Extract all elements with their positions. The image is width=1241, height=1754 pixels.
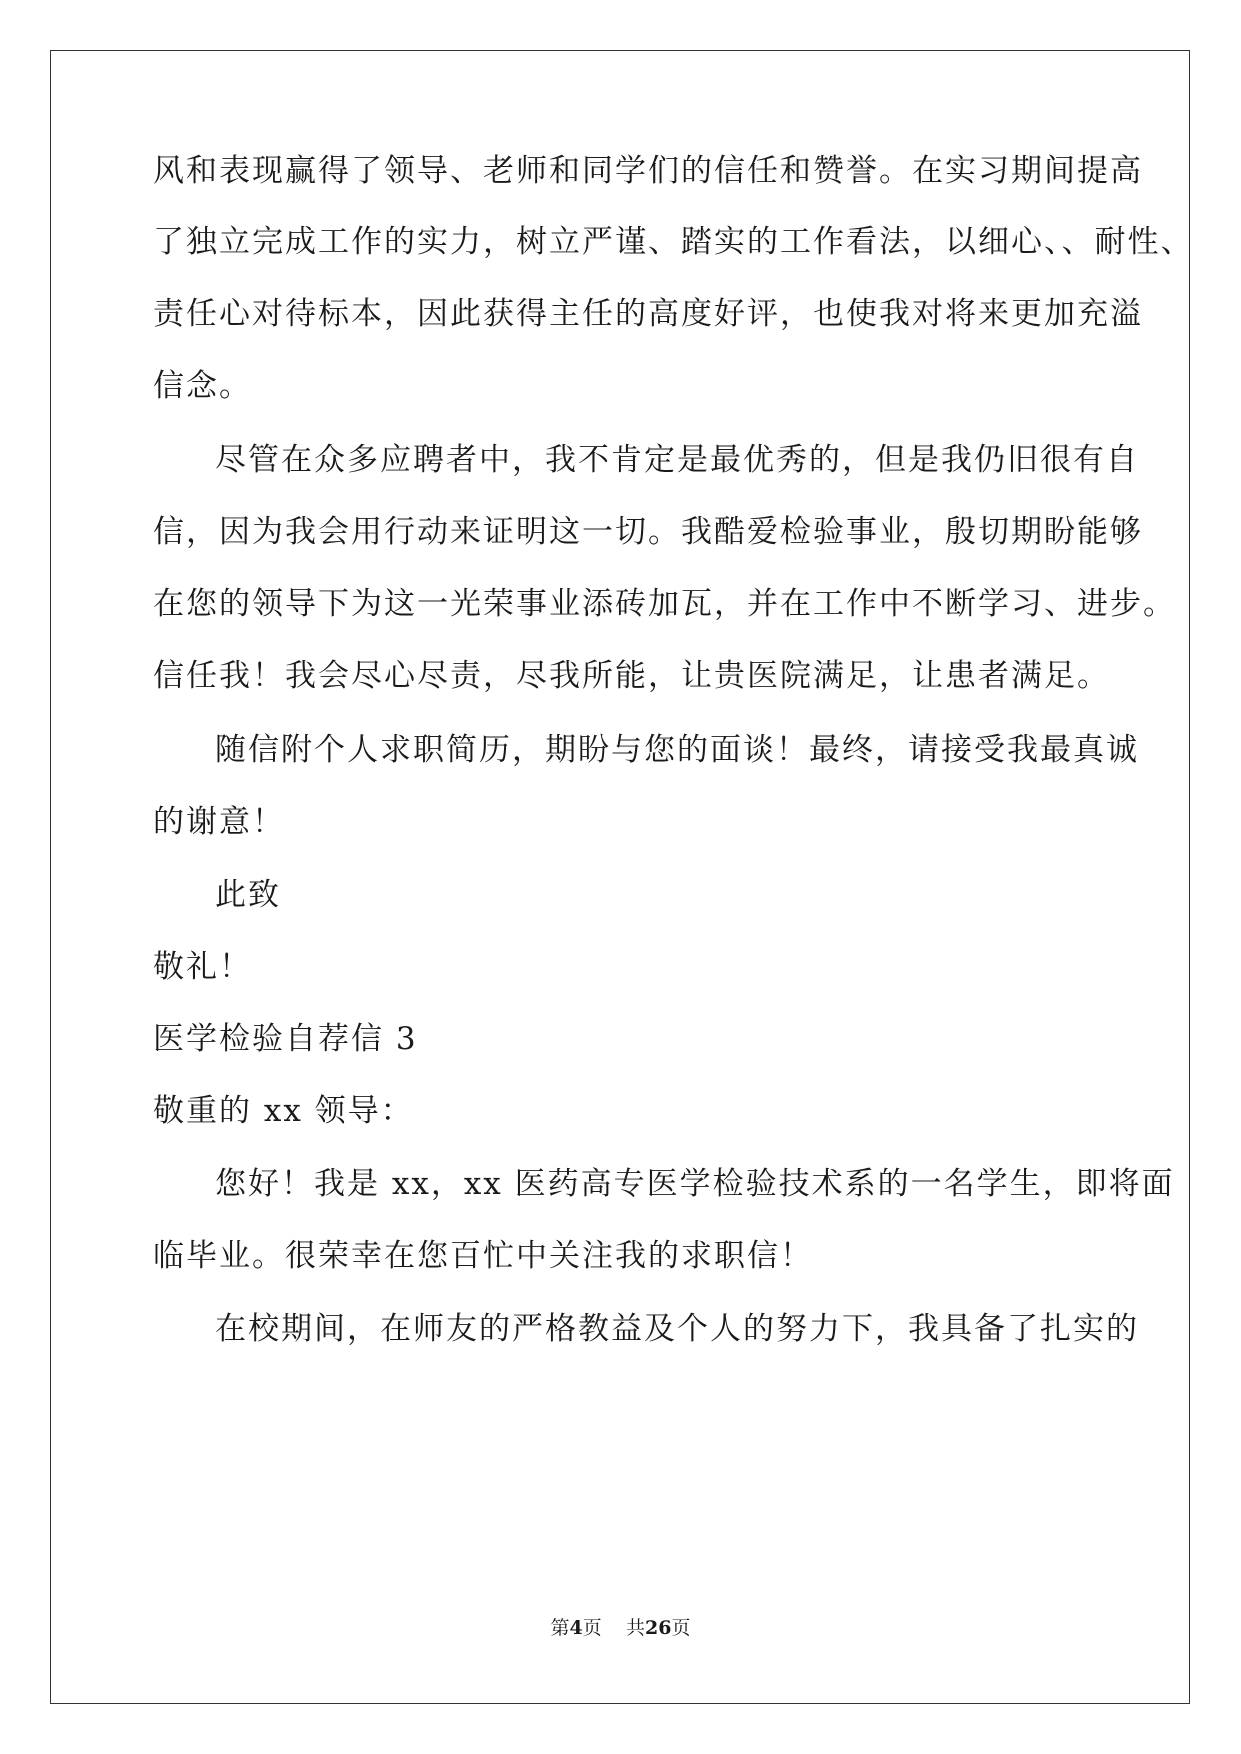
body-line: 在您的领导下为这一光荣事业添砖加瓦，并在工作中不断学习、进步。	[153, 586, 1176, 622]
section-title: 医学检验自荐信 3	[153, 1021, 418, 1057]
page-number: 4	[569, 1617, 583, 1639]
total-prefix: 共	[625, 1617, 645, 1639]
body-line: 信，因为我会用行动来证明这一切。我酷爱检验事业，殷切期盼能够	[153, 514, 1143, 550]
page-suffix: 页	[582, 1617, 602, 1639]
body-line: 信念。	[153, 368, 252, 404]
body-line: 您好！我是 xx，xx 医药高专医学检验技术系的一名学生，即将面	[215, 1166, 1175, 1202]
body-line: 责任心对待标本，因此获得主任的高度好评，也使我对将来更加充溢	[153, 296, 1143, 332]
body-line: 信任我！我会尽心尽责，尽我所能，让贵医院满足，让患者满足。	[153, 658, 1110, 694]
body-line: 的谢意！	[153, 804, 285, 840]
page-footer	[0, 1616, 1241, 1640]
body-line: 在校期间，在师友的严格教益及个人的努力下，我具备了扎实的	[215, 1311, 1139, 1347]
closing-regards: 敬礼！	[153, 949, 252, 985]
body-line: 尽管在众多应聘者中，我不肯定是最优秀的，但是我仍旧很有自	[215, 442, 1139, 478]
body-line: 临毕业。很荣幸在您百忙中关注我的求职信！	[153, 1238, 813, 1274]
body-line: 风和表现赢得了领导、老师和同学们的信任和赞誉。在实习期间提高	[153, 153, 1143, 189]
page-prefix: 第	[550, 1617, 570, 1639]
salutation: 敬重的 xx 领导：	[153, 1093, 414, 1129]
body-line: 了独立完成工作的实力，树立严谨、踏实的工作看法，以细心、、耐性、	[153, 224, 1194, 260]
total-pages: 26	[644, 1617, 672, 1639]
body-line: 随信附个人求职简历，期盼与您的面谈！最终，请接受我最真诚	[215, 732, 1139, 768]
closing-line: 此致	[215, 877, 281, 913]
total-suffix: 页	[671, 1617, 691, 1639]
